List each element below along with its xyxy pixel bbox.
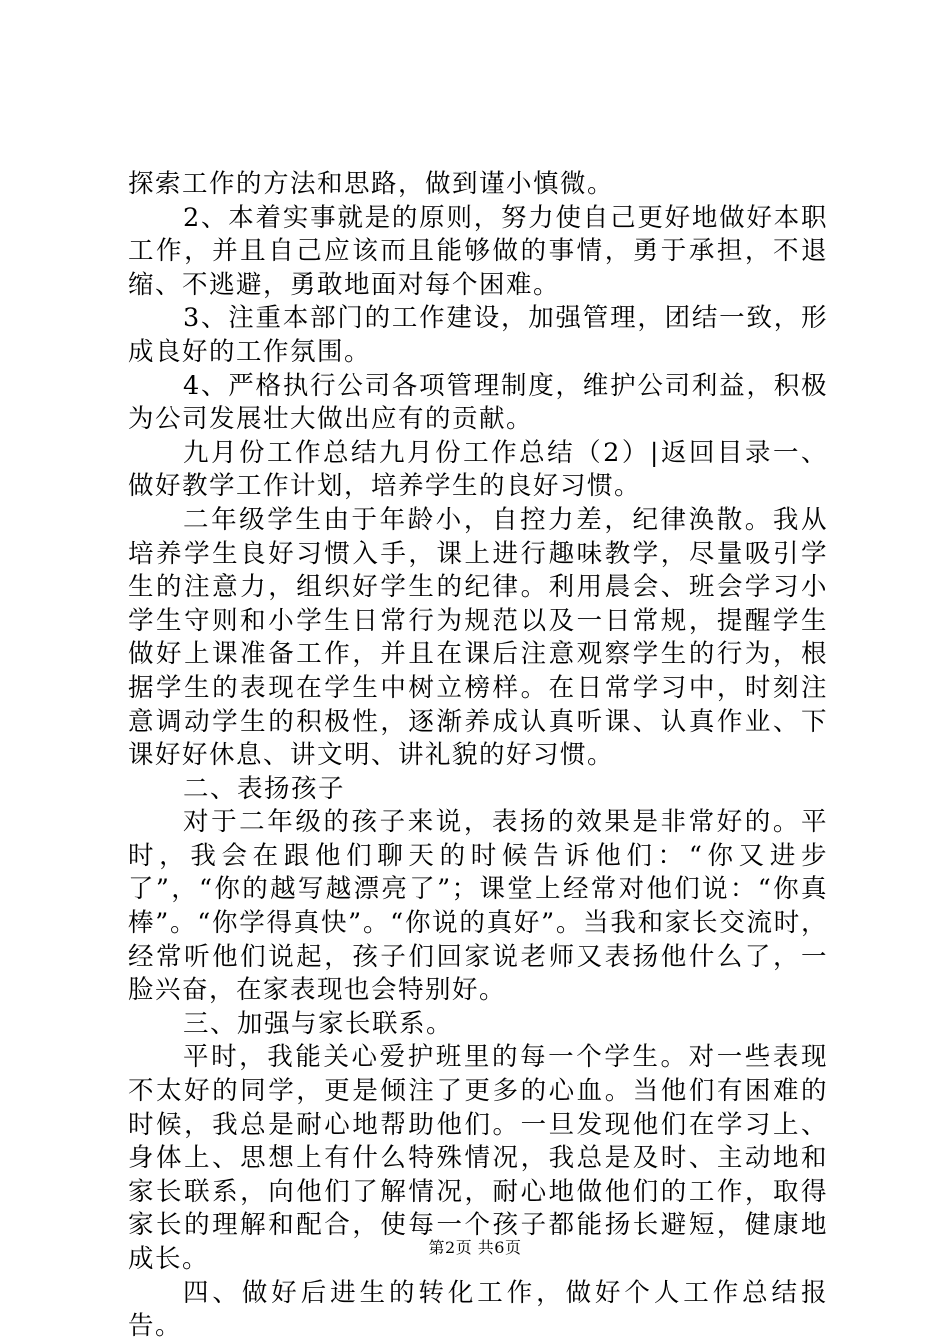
paragraph: 探索工作的方法和思路，做到谨小慎微。 bbox=[128, 169, 615, 199]
paragraph: 二年级学生由于年龄小，自控力差，纪律涣散。我从培养学生良好习惯入手，课上进行趣味教学，尽量吸引学生的注意力，组织好学生的纪律。利用晨会、班会学习小学生守则和小学生日常行为规范以及一日常规，提醒学生做好上课准备工作，并且在课后注意观察学生的行为，根据学生的表现在学生中树立榜样。在日常学习中，时刻注意调动学生的积极性，逐渐养成认真听课、认真作业、下课好好休息、讲文明、讲礼貌的好习惯。 bbox=[128, 504, 828, 771]
paragraph: 九月份工作总结九月份工作总结（2）|返回目录一、做好教学工作计划，培养学生的良好习惯。 bbox=[128, 437, 828, 502]
section-heading: 二、表扬孩子 bbox=[183, 773, 346, 804]
paragraph: 2、本着实事就是的原则，努力使自己更好地做好本职工作，并且自己应该而且能够做的事情，勇于承担，不退缩、不逃避，勇敢地面对每个困难。 bbox=[128, 202, 828, 300]
paragraph: 4、严格执行公司各项管理制度，维护公司利益，积极为公司发展壮大做出应有的贡献。 bbox=[128, 370, 828, 435]
document-body bbox=[128, 168, 828, 1344]
section-heading: 四、做好后进生的转化工作，做好个人工作总结报告。 bbox=[128, 1277, 828, 1342]
section-heading: 三、加强与家长联系。 bbox=[183, 1008, 454, 1039]
page-number-footer: 第2页 共6页 bbox=[428, 1238, 522, 1257]
paragraph: 对于二年级的孩子来说，表扬的效果是非常好的。平时，我会在跟他们聊天的时候告诉他们：“你又进步了”，“你的越写越漂亮了”；课堂上经常对他们说：“你真棒”。“你学得真快”。“你说的真好”。当我和家长交流时，经常听他们说起，孩子们回家说老师又表扬他什么了，一脸兴奋，在家表现也会特别好。 bbox=[128, 807, 828, 1006]
paragraph: 平时，我能关心爱护班里的每一个学生。对一些表现不太好的同学，更是倾注了更多的心血。当他们有困难的时候，我总是耐心地帮助他们。一旦发现他们在学习上、身体上、思想上有什么特殊情况，我总是及时、主动地和家长联系，向他们了解情况，耐心地做他们的工作，取得家长的理解和配合，使每一个孩子都能扬长避短，健康地成长。 bbox=[128, 1042, 828, 1274]
paragraph: 3、注重本部门的工作建设，加强管理，团结一致，形成良好的工作氛围。 bbox=[128, 303, 828, 367]
